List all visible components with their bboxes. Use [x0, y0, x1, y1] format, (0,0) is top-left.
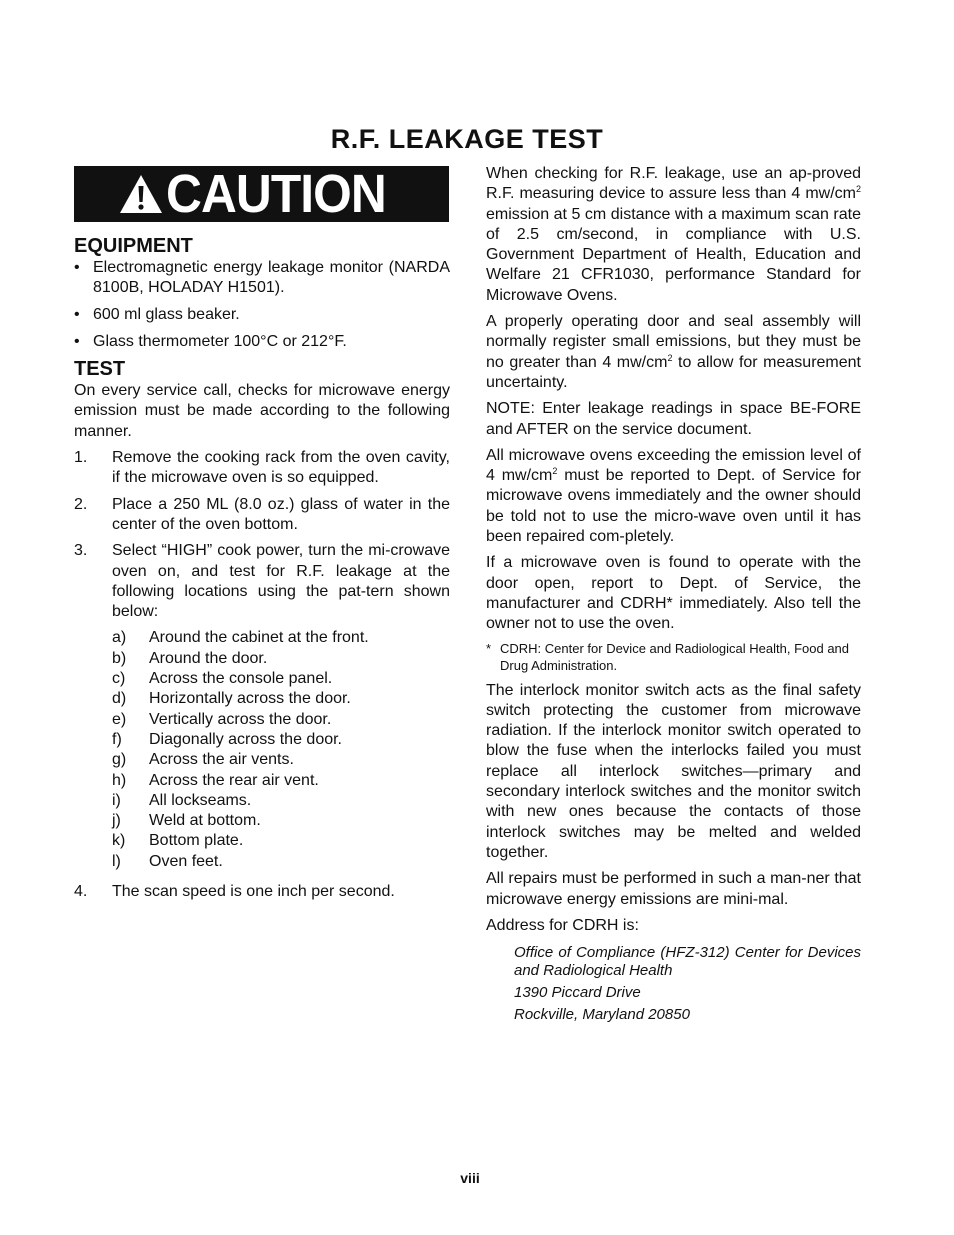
caution-label: CAUTION [166, 164, 386, 224]
bullet: • [74, 306, 80, 324]
address-line: Office of Compliance (HFZ-312) Center for Devices and Radiological Health [514, 944, 861, 980]
list-item: b) Around the door. [112, 649, 268, 667]
caution-banner [74, 166, 449, 222]
paragraph: If a microwave oven is found to operate with the door open, report to Dept. of Service, the manufacturer and CDRH* immediately. Also tell the owner not to use the oven. [486, 554, 861, 633]
page-number: viii [460, 1170, 480, 1186]
paragraph: The interlock monitor switch acts as the final safety switch protecting the customer from microwave radiation. If the interlock monitor switch operated to blow the fuse when the interlocks failed you must replace all interlock switches—primary and secondary interlock switches and the monitor switch with new ones because the contacts of those interlock switches may be melted and welded together. [486, 681, 861, 861]
list-item: • Electromagnetic energy leakage monitor (NARDA 8100B, HOLADAY H1501). [74, 259, 450, 297]
right-column [486, 164, 861, 1024]
bullet: • [74, 259, 80, 276]
list-item: 4. The scan speed is one inch per second. [74, 883, 395, 901]
list-item: j) Weld at bottom. [112, 812, 261, 830]
list-item: • Glass thermometer 100°C or 212°F. [74, 332, 450, 352]
list-item: 1. Remove the cooking rack from the oven cavity, if the microwave oven is so equipped. [74, 449, 450, 487]
address-block [514, 944, 861, 1024]
address-line: 1390 Piccard Drive [514, 984, 641, 1002]
warning-triangle-icon [118, 173, 164, 215]
paragraph: Address for CDRH is: [486, 916, 639, 934]
left-column [74, 234, 450, 902]
test-intro: On every service call, checks for microwave energy emission must be made according to the following manner. [74, 382, 450, 440]
paragraph: A properly operating door and seal assembly will normally register small emissions, but they must be no greater than 4 $mw/cm^2$ to allow for measurement uncertainty. [486, 313, 861, 391]
address-line: Rockville, Maryland 20850 [514, 1006, 690, 1024]
list-item: g) Across the air vents. [112, 751, 294, 769]
list-item: h) Across the rear air vent. [112, 771, 319, 789]
page-title: R.F. LEAKAGE TEST [330, 124, 604, 154]
paragraph: When checking for R.F. leakage, use an ap-proved R.F. measuring device to assure less than 4 $mw/cm^2$ emission at 5 cm distance with a maximum scan rate of 2.5 cm/second, in compliance with U.S. Government Department of Health, Education and Welfare 21 CFR1030, performance Standard for Microwave Ovens. [486, 165, 861, 304]
note-paragraph: NOTE: Enter leakage readings in space BE-FORE and AFTER on the service document. [486, 400, 861, 438]
list-item: i) All lockseams. [112, 791, 252, 809]
list-item: c) Across the console panel. [112, 670, 333, 688]
equipment-heading: EQUIPMENT [74, 235, 193, 257]
location-list [112, 628, 450, 872]
list-item: 3. Select “HIGH” cook power, turn the mi-crowave oven on, and test for R.F. leakage at the following locations using the pat-tern shown below: [74, 542, 450, 621]
footnote: * CDRH: Center for Device and Radiological Health, Food and Drug Administration. [486, 640, 850, 673]
paragraph: All microwave ovens exceeding the emission level of 4 $mw/cm^2$ must be reported to Dept. of Service for microwave ovens immediately and the owner should be told not to use the micro-wave oven until it has been repaired com-pletely. [486, 446, 862, 546]
bullet: • [74, 332, 80, 350]
list-item: l) Oven feet. [112, 852, 223, 870]
paragraph: All repairs must be performed in such a man-ner that microwave energy emissions are mini-mal. [486, 870, 861, 908]
list-item: e) Vertically across the door. [112, 710, 332, 728]
list-item: d) Horizontally across the door. [112, 690, 351, 708]
list-item: • 600 ml glass beaker. [74, 305, 450, 325]
test-heading: TEST [74, 358, 126, 381]
list-item: f) Diagonally across the door. [112, 730, 342, 748]
list-item: 2. Place a 250 ML (8.0 oz.) glass of water in the center of the oven bottom. [74, 495, 450, 533]
list-item: a) Around the cabinet at the front. [112, 629, 369, 647]
list-item: k) Bottom plate. [112, 832, 244, 850]
